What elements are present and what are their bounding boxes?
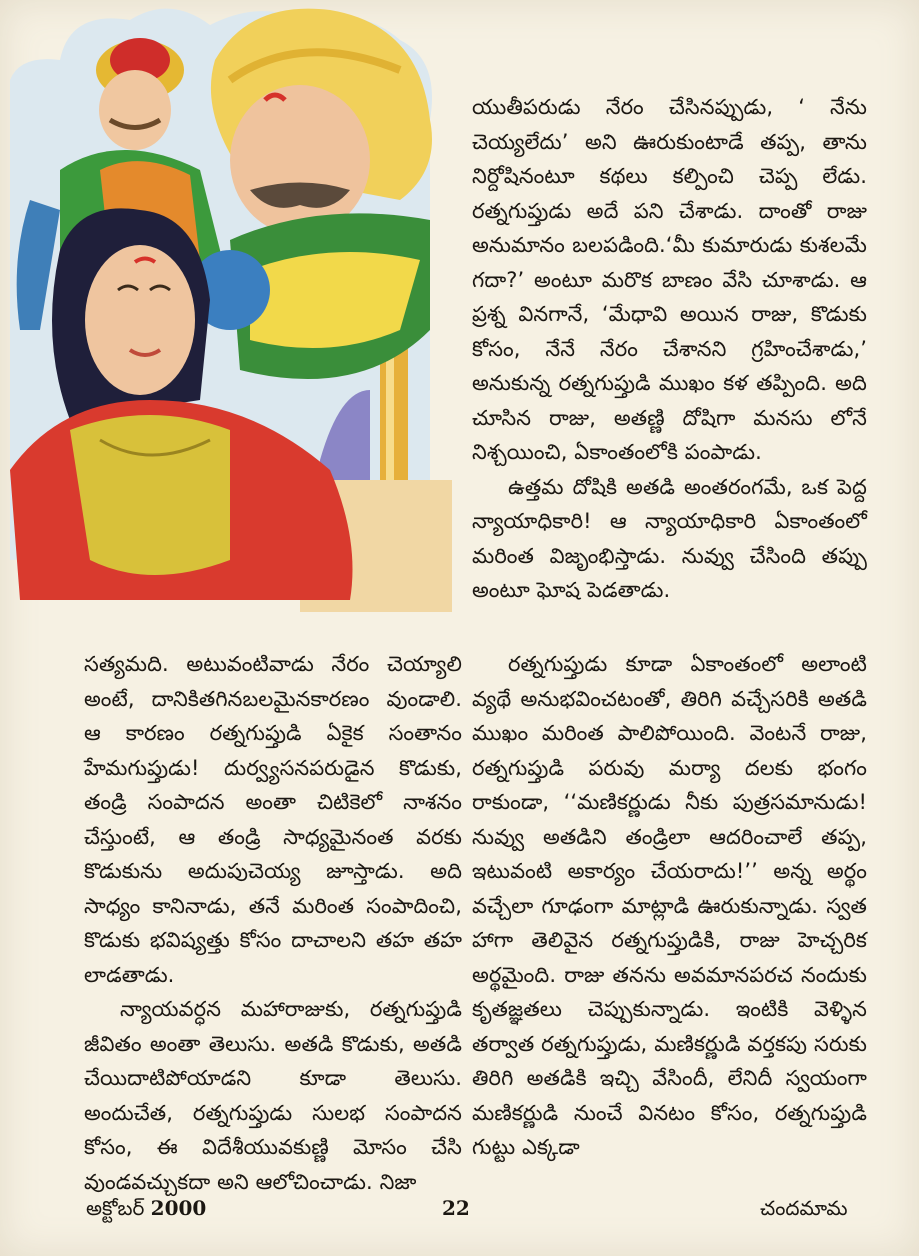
story-paragraph: న్యాయవర్ధన మహారాజుకు, రత్నగుప్తుడి జీవితం అంతా తెలుసు. అతడి కొడుకు, అతడి చేయిదాటిపోయాడని కూడా తెలుసు. అందుచేత, రత్నగుప్తుడు సులభ సంపాదన కోసం, ఈ విదేశీయువకుణ్ణి మోసం చేసి వుండవచ్చుకదా అని ఆలోచించాడు. నిజా xyxy=(84,997,462,1194)
right-column-top xyxy=(472,90,867,608)
footer-month: అక్టోబర్ xyxy=(86,1196,145,1220)
story-paragraph: సత్యమది. అటువంటివాడు నేరం చెయ్యాలి అంటే, దానికితగినబలమైనకారణం వుండాలి. ఆ కారణం రత్నగుప్తుడి ఏకైక సంతానం హేమగుప్తుడు! దుర్వ్యసనపరుడైన కొడుకు, తండ్రి సంపాదన అంతా చిటికెలో నాశనం చేస్తుంటే, ఆ తండ్రి సాధ్యమైనంత వరకు కొడుకును అదుపుచెయ్య జూస్తాడు. అది సాధ్యం కానినాడు, తనే మరింత సంపాదించి, కొడుకు భవిష్యత్తు కోసం దాచాలని తహ తహ లాడతాడు. xyxy=(84,652,462,987)
page-number: 22 xyxy=(442,1196,470,1220)
story-paragraph: ఉత్తమ దోషికి అతడి అంతరంగమే, ఒక పెద్ద న్యాయాధికారి! ఆ న్యాయాధికారి ఏకాంతంలో మరింత విజృంభిస్తాడు. నువ్వు చేసింది తప్పు అంటూ ఘోష పెడతాడు. xyxy=(472,474,867,602)
king-minister-son-illustration-icon xyxy=(0,0,452,612)
right-column-bottom xyxy=(472,647,867,1165)
magazine-name: చందమామ xyxy=(760,1196,848,1220)
footer-year: 2000 xyxy=(150,1196,207,1220)
story-paragraph: యుతీపరుడు నేరం చేసినప్పుడు, ‘ నేను చెయ్యలేదు’ అని ఊరుకుంటాడే తప్ప, తాను నిర్దోషినంటూ కథలు కల్పించి చెప్ప లేడు. రత్నగుప్తుడు అదే పని చేశాడు. దాంతో రాజు అనుమానం బలపడింది.‘మీ కుమారుడు కుశలమే గదా?’ అంటూ మరొక బాణం వేసి చూశాడు. ఆ ప్రశ్న వినగానే, ‘మేధావి అయిన రాజు, కొడుకు కోసం, నేనే నేరం చేశానని గ్రహించేశాడు,’ అనుకున్న రత్నగుప్తుడి ముఖం కళ తప్పింది. అది చూసిన రాజు, అతణ్ణి దోషిగా మనసు లోనే నిశ్చయించి, ఏకాంతంలోకి పంపాడు. xyxy=(472,95,867,464)
story-illustration xyxy=(0,0,452,612)
story-paragraph: రత్నగుప్తుడు కూడా ఏకాంతంలో అలాంటి వ్యథే అనుభవించటంతో, తిరిగి వచ్చేసరికి అతడి ముఖం మరింత పాలిపోయింది. వెంటనే రాజు, రత్నగుప్తుడి పరువు మర్యా దలకు భంగం రాకుండా, ‘‘మణికర్ణుడు నీకు పుత్రసమానుడు! నువ్వు అతడిని తండ్రిలా ఆదరించాలే తప్ప, ఇటువంటి అకార్యం చేయరాదు!’’ అన్న అర్థం వచ్చేలా గూఢంగా మాట్లాడి ఊరుకున్నాడు. స్వత హాగా తెలివైన రత్నగుప్తుడికి, రాజు హెచ్చరిక అర్థమైంది. రాజు తనను అవమానపరచ నందుకు కృతజ్ఞతలు చెప్పుకున్నాడు. ఇంటికి వెళ్ళిన తర్వాత రత్నగుప్తుడు, మణికర్ణుడి వర్తకపు సరుకు తిరిగి అతడికి ఇచ్చి వేసిందీ, లేనిదీ స్వయంగా మణికర్ణుడి నుంచే వినటం కోసం, రత్నగుప్తుడి గుట్టు ఎక్కడా xyxy=(472,652,867,1159)
left-column xyxy=(84,647,462,1199)
footer-date xyxy=(86,1196,206,1225)
